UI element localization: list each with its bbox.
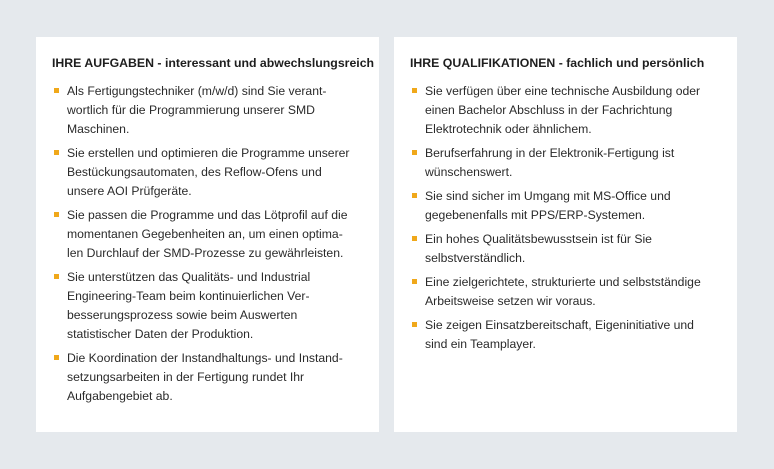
list-item-text-line: statistischer Daten der Produktion. (67, 327, 254, 341)
bullet-square-icon (412, 322, 417, 327)
list-item (52, 268, 363, 344)
bullet-square-icon (412, 193, 417, 198)
tasks-heading: IHRE AUFGABEN - interessant und abwechslungsreich (52, 56, 375, 70)
bullet-square-icon (54, 150, 59, 155)
list-item-text-line: Sie sind sicher im Umgang mit MS-Office und (425, 189, 671, 203)
list-item (52, 82, 363, 139)
qualifications-heading: IHRE QUALIFIKATIONEN - fachlich und persönlich (410, 56, 705, 70)
bullet-square-icon (54, 355, 59, 360)
list-item-text-line: Sie passen die Programme und das Lötprofil auf die (67, 208, 348, 222)
list-item (52, 144, 363, 201)
list-item-text-line: Ein hohes Qualitätsbewusstsein ist für Sie (425, 232, 652, 246)
tasks-list (52, 82, 363, 406)
bullet-square-icon (54, 212, 59, 217)
list-item (52, 349, 363, 406)
list-item-text-line: Sie verfügen über eine technische Ausbildung oder (425, 84, 701, 98)
list-item-text-line: Aufgabengebiet ab. (67, 389, 173, 403)
list-item-text-line: momentanen Gegebenheiten an, um einen optima- (67, 227, 343, 241)
list-item-text-line: unsere AOI Prüfgeräte. (67, 184, 192, 198)
list-item-text-line: Die Koordination der Instandhaltungs- und Instand- (67, 351, 343, 365)
list-item (410, 273, 721, 311)
list-item (410, 82, 721, 139)
list-item-text-line: Arbeitsweise setzen wir voraus. (425, 294, 596, 308)
list-item-text-line: Elektrotechnik oder ähnlichem. (425, 122, 592, 136)
list-item-text-line: Sie erstellen und optimieren die Programme unserer (67, 146, 350, 160)
list-item-text-line: setzungsarbeiten in der Fertigung rundet Ihr (67, 370, 305, 384)
list-item-text-line: len Durchlauf der SMD-Prozesse zu gewährleisten. (67, 246, 344, 260)
list-item-text-line: Maschinen. (67, 122, 130, 136)
qualifications-list (410, 82, 721, 354)
list-item-text-line: gegebenenfalls mit PPS/ERP-Systemen. (425, 208, 646, 222)
list-item (410, 187, 721, 225)
list-item-text-line: einen Bachelor Abschluss in der Fachrichtung (425, 103, 673, 117)
list-item (52, 206, 363, 263)
list-item (410, 230, 721, 268)
list-item-text-line: wünschenswert. (425, 165, 513, 179)
bullet-square-icon (412, 150, 417, 155)
bullet-square-icon (54, 274, 59, 279)
list-item (410, 144, 721, 182)
list-item-text-line: Bestückungsautomaten, des Reflow-Ofens und (67, 165, 322, 179)
bullet-square-icon (54, 88, 59, 93)
list-item (410, 316, 721, 354)
bullet-square-icon (412, 279, 417, 284)
list-item-text-line: Eine zielgerichtete, strukturierte und selbstständige (425, 275, 701, 289)
list-item-text-line: sind ein Teamplayer. (425, 337, 536, 351)
list-item-text-line: wortlich für die Programmierung unserer SMD (67, 103, 315, 117)
list-item-text-line: Sie unterstützen das Qualitäts- und Industrial (67, 270, 311, 284)
tasks-card (36, 37, 379, 432)
list-item-text-line: besserungsprozess sowie beim Auswerten (67, 308, 298, 322)
list-item-text-line: Berufserfahrung in der Elektronik-Fertigung ist (425, 146, 675, 160)
list-item-text-line: Als Fertigungstechniker (m/w/d) sind Sie verant- (67, 84, 327, 98)
bullet-square-icon (412, 88, 417, 93)
list-item-text-line: Engineering-Team beim kontinuierlichen Ver- (67, 289, 310, 303)
list-item-text-line: selbstverständlich. (425, 251, 526, 265)
qualifications-card (394, 37, 737, 432)
list-item-text-line: Sie zeigen Einsatzbereitschaft, Eigeninitiative und (425, 318, 694, 332)
bullet-square-icon (412, 236, 417, 241)
